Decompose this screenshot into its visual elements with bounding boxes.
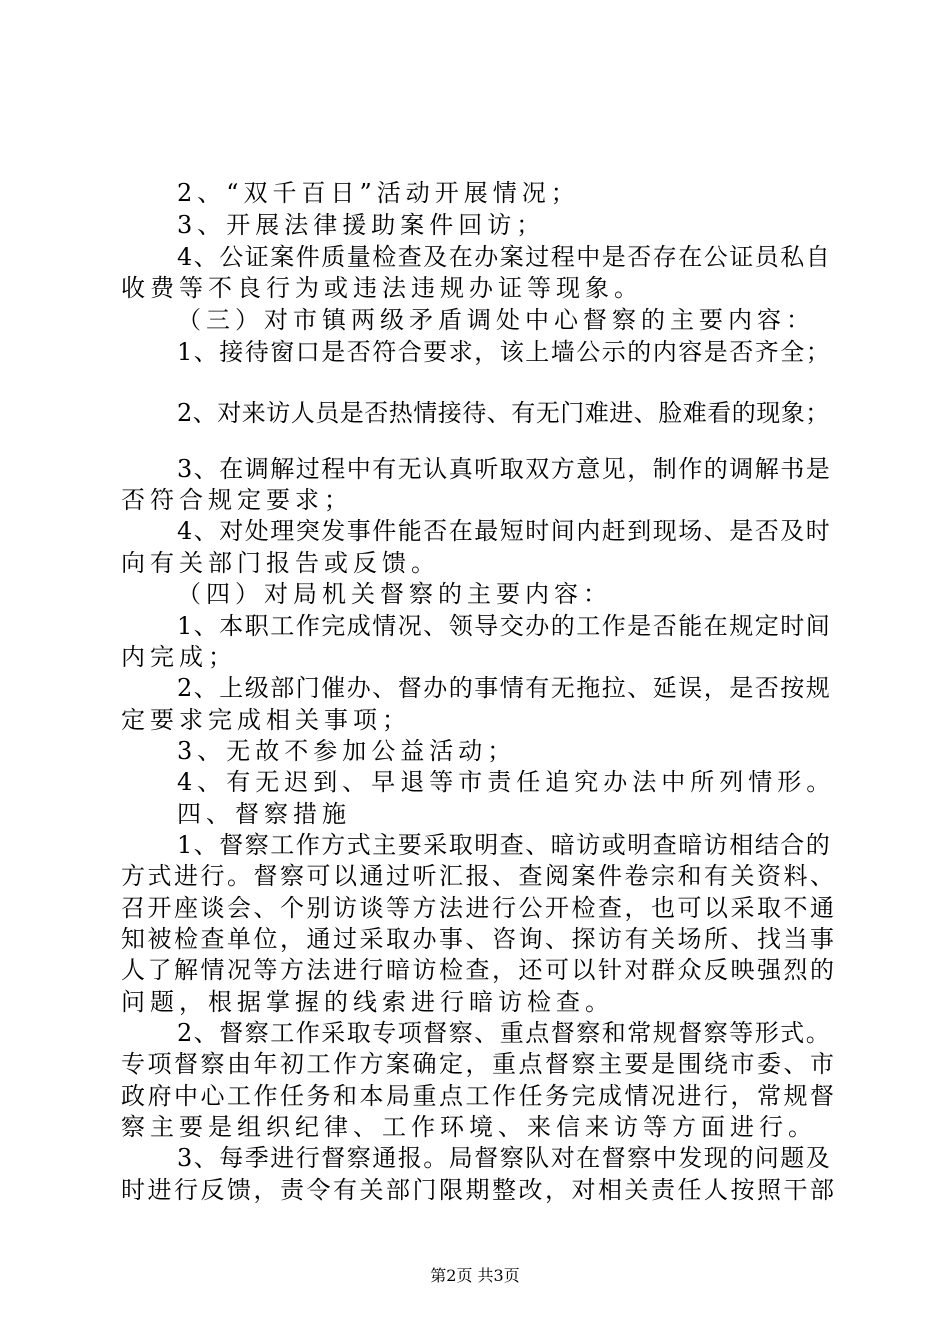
text-line: 召开座谈会、个别访谈等方法进行公开检查，也可以采取不通: [121, 894, 837, 922]
text-line: 内完成；: [121, 643, 237, 671]
text-line: 定要求完成相关事项；: [121, 706, 411, 734]
text-line: 1、本职工作完成情况、领导交办的工作是否能在规定时间: [177, 612, 832, 640]
section-heading: （四）对局机关督察的主要内容：: [177, 580, 612, 608]
text-line: 方式进行。督察可以通过听汇报、查阅案件卷宗和有关资料、: [121, 862, 837, 890]
text-line: 4、公证案件质量检查及在办案过程中是否存在公证员私自: [177, 243, 832, 271]
text-line: 察主要是组织纪律、工作环境、来信来访等方面进行。: [121, 1113, 817, 1141]
text-line: 1、督察工作方式主要采取明查、暗访或明查暗访相结合的: [177, 831, 832, 859]
text-line: 否符合规定要求；: [121, 486, 353, 514]
text-line: 2、“双千百日”活动开展情况；: [177, 179, 580, 207]
text-line: 2、督察工作采取专项督察、重点督察和常规督察等形式。: [177, 1019, 832, 1047]
text-line: 知被检查单位，通过采取办事、咨询、探访有关场所、找当事: [121, 925, 837, 953]
page-number-footer: 第2页 共3页: [430, 1266, 520, 1285]
text-line: 2、对来访人员是否热情接待、有无门难进、脸难看的现象；: [177, 399, 830, 427]
text-line: 政府中心工作任务和本局重点工作任务完成情况进行，常规督: [121, 1082, 837, 1110]
section-heading: 四、督察措施: [177, 800, 351, 828]
text-line: 向有关部门报告或反馈。: [121, 549, 440, 577]
text-line: 专项督察由年初工作方案确定，重点督察主要是围绕市委、市: [121, 1050, 837, 1078]
text-line: 问题，根据掌握的线索进行暗访检查。: [121, 988, 614, 1016]
text-line: 3、开展法律援助案件回访；: [177, 211, 546, 239]
text-line: 3、在调解过程中有无认真听取双方意见，制作的调解书是: [177, 455, 832, 483]
text-line: 收费等不良行为或违法违规办证等现象。: [121, 274, 643, 302]
text-line: 1、接待窗口是否符合要求，该上墙公示的内容是否齐全；: [177, 338, 832, 366]
section-heading: （三）对市镇两级矛盾调处中心督察的主要内容：: [177, 306, 815, 334]
text-line: 时进行反馈，责令有关部门限期整改，对相关责任人按照干部: [121, 1176, 837, 1204]
text-line: 3、每季进行督察通报。局督察队对在督察中发现的问题及: [177, 1144, 832, 1172]
text-line: 2、上级部门催办、督办的事情有无拖拉、延误，是否按规: [177, 674, 832, 702]
text-line: 4、有无迟到、早退等市责任追究办法中所列情形。: [177, 768, 836, 796]
text-line: 3、无故不参加公益活动；: [177, 737, 517, 765]
text-line: 人了解情况等方法进行暗访检查，还可以针对群众反映强烈的: [121, 956, 837, 984]
text-line: 4、对处理突发事件能否在最短时间内赶到现场、是否及时: [177, 517, 832, 545]
